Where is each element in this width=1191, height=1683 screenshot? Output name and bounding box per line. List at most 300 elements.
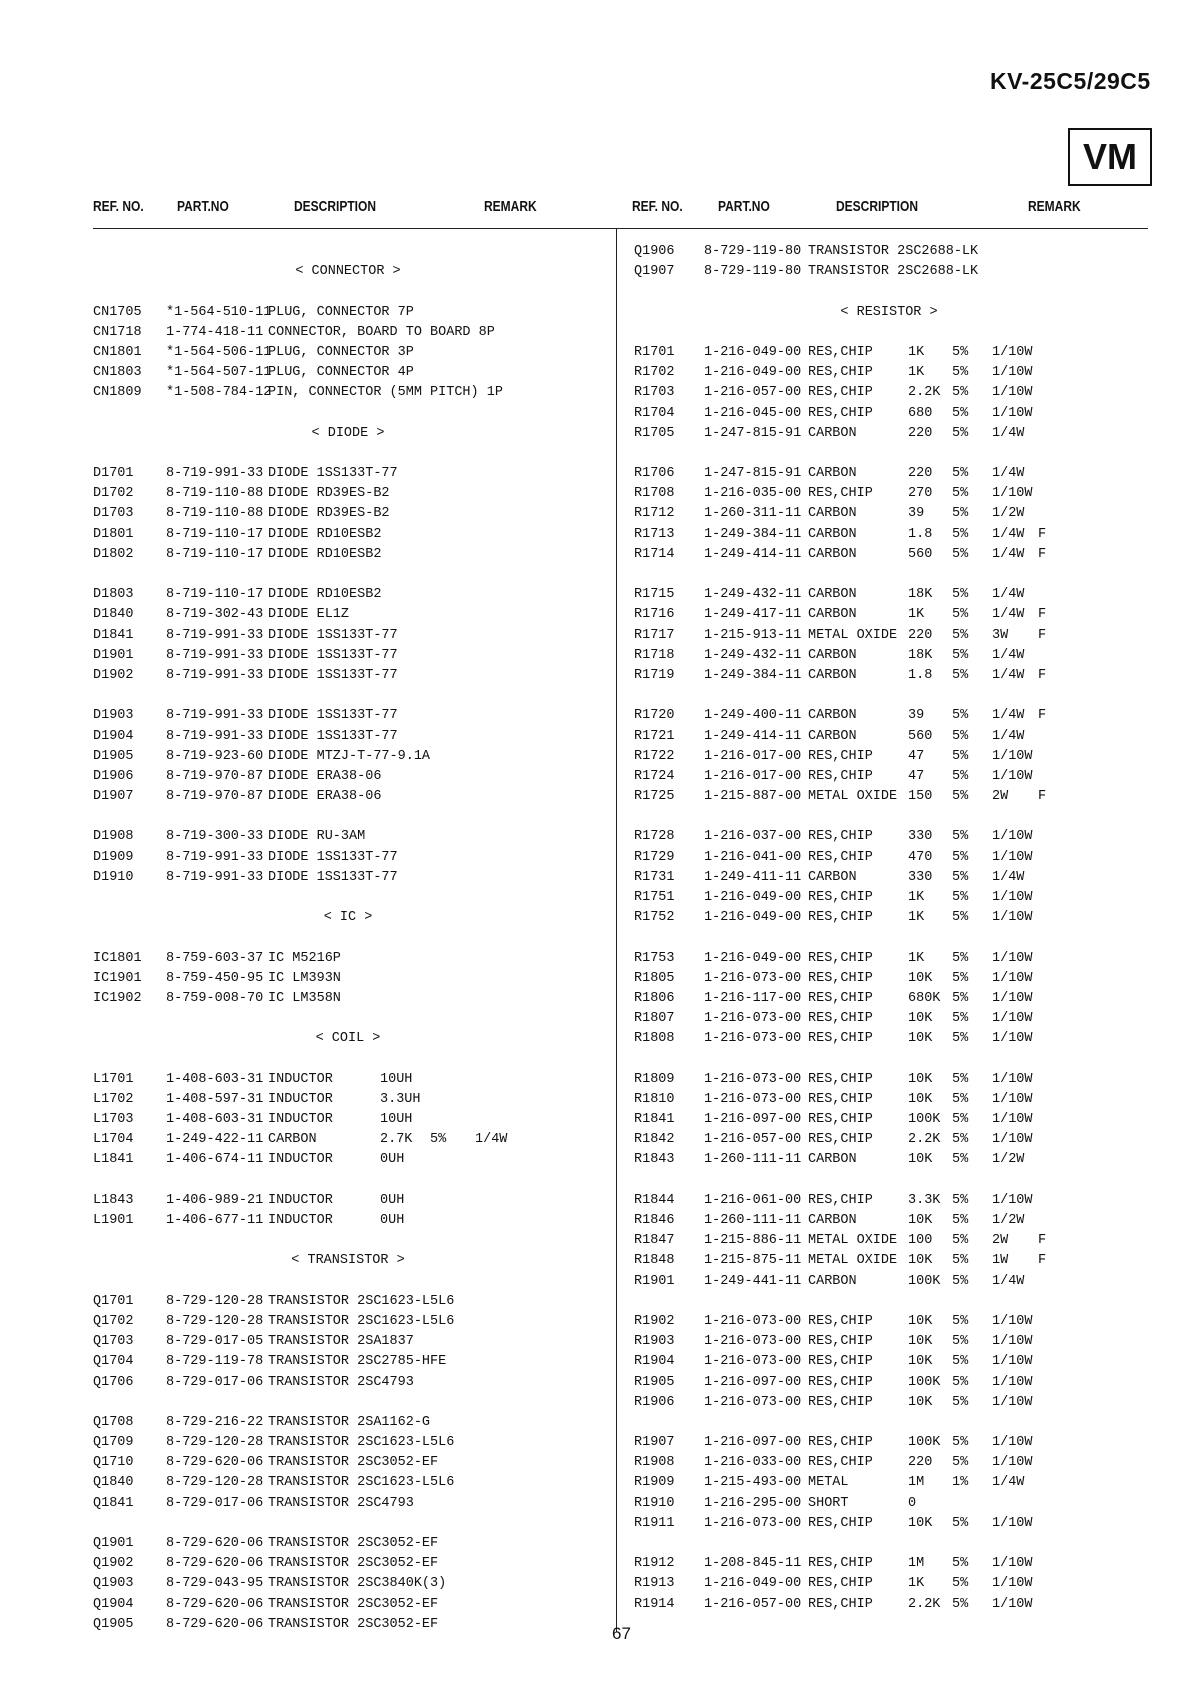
cell-part: 8-729-043-95 (166, 1576, 264, 1592)
cell-ref: D1702 (93, 486, 134, 502)
cell-ref: R1842 (634, 1132, 675, 1148)
table-row (634, 1251, 1144, 1271)
table-row (634, 1453, 1144, 1473)
cell-part: 1-216-073-00 (704, 1515, 802, 1531)
table-row (634, 626, 1144, 646)
cell-part: 8-729-120-28 (166, 1475, 264, 1491)
table-row (93, 585, 603, 605)
cell-val: 10K (908, 1334, 933, 1350)
cell-desc: RES,CHIP (808, 1576, 873, 1592)
header-ref-left: REF. NO. (93, 198, 144, 215)
cell-part: 1-406-674-11 (166, 1152, 264, 1168)
cell-part: 1-216-073-00 (704, 1354, 802, 1370)
cell-ref: D1701 (93, 466, 134, 482)
cell-desc: RES,CHIP (808, 1132, 873, 1148)
cell-val: 150 (908, 789, 933, 805)
cell-tol: 5% (430, 1132, 447, 1148)
cell-part: 1-216-045-00 (704, 405, 802, 421)
cell-desc: CARBON (808, 526, 857, 542)
cell-ref: R1752 (634, 910, 675, 926)
cell-desc: RES,CHIP (808, 1031, 873, 1047)
cell-pow: 1/4W (992, 587, 1025, 603)
cell-pow: 1/10W (992, 1556, 1033, 1572)
cell-desc: METAL (808, 1475, 849, 1491)
spacer (634, 1171, 1144, 1191)
cell-ref: Q1703 (93, 1334, 134, 1350)
cell-pow: 1/10W (992, 1313, 1033, 1329)
cell-val: 100 (908, 1233, 933, 1249)
cell-tol: 5% (952, 1556, 969, 1572)
cell-tol: 5% (952, 1091, 969, 1107)
cell-part: 1-247-815-91 (704, 466, 802, 482)
cell-tol: 5% (952, 385, 969, 401)
table-row (93, 1352, 603, 1372)
cell-desc: RES,CHIP (808, 1374, 873, 1390)
cell-ref: R1704 (634, 405, 675, 421)
spacer (634, 323, 1144, 343)
section-heading: < CONNECTOR > (295, 264, 401, 280)
cell-tol: 5% (952, 607, 969, 623)
cell-ref: R1807 (634, 1011, 675, 1027)
table-row (634, 1312, 1144, 1332)
cell-desc: CARBON (808, 667, 857, 683)
cell-val: 18K (908, 587, 933, 603)
cell-part: 8-719-991-33 (166, 667, 264, 683)
cell-val: 1K (908, 344, 925, 360)
cell-part: 8-719-300-33 (166, 829, 264, 845)
table-row (634, 404, 1144, 424)
cell-desc: RES,CHIP (808, 1596, 873, 1612)
cell-ref: R1703 (634, 385, 675, 401)
cell-tol: 5% (952, 526, 969, 542)
cell-part: 1-216-049-00 (704, 344, 802, 360)
cell-val: 1K (908, 365, 925, 381)
cell-part: 8-729-119-80 (704, 264, 802, 280)
table-row (93, 1090, 603, 1110)
cell-part: 8-719-970-87 (166, 768, 264, 784)
table-row (93, 1534, 603, 1554)
cell-pow: 1/4W (992, 1475, 1025, 1491)
cell-desc: TRANSISTOR 2SA1162-G (268, 1414, 431, 1430)
cell-pow: 1/10W (992, 1011, 1033, 1027)
cell-tol: 5% (952, 647, 969, 663)
spacer (634, 928, 1144, 948)
cell-part: 1-260-111-11 (704, 1152, 802, 1168)
cell-desc: IC M5216P (268, 950, 341, 966)
cell-part: 8-719-991-33 (166, 728, 264, 744)
cell-pow: 1/4W (992, 425, 1025, 441)
cell-pow: 1/4W (992, 1273, 1025, 1289)
cell-desc: RES,CHIP (808, 1334, 873, 1350)
table-row (634, 949, 1144, 969)
cell-tol: 5% (952, 1031, 969, 1047)
cell-part: 1-216-073-00 (704, 1394, 802, 1410)
header-desc-left: DESCRIPTION (294, 198, 377, 215)
cell-part: 8-729-620-06 (166, 1596, 264, 1612)
cell-val: 330 (908, 869, 933, 885)
table-row (634, 1494, 1144, 1514)
cell-val: 560 (908, 728, 933, 744)
cell-val: 10K (908, 1313, 933, 1329)
table-row (634, 605, 1144, 625)
table-row (93, 787, 603, 807)
cell-desc: RES,CHIP (808, 1192, 873, 1208)
cell-desc: DIODE 1SS133T-77 (268, 708, 398, 724)
cell-part: 1-249-411-11 (704, 869, 802, 885)
cell-ref: R1724 (634, 768, 675, 784)
cell-desc: RES,CHIP (808, 1556, 873, 1572)
cell-ref: IC1902 (93, 990, 142, 1006)
cell-val: 100K (908, 1374, 941, 1390)
cell-pow: 1/4W (475, 1132, 508, 1148)
cell-val: 10K (908, 970, 933, 986)
cell-pow: 1/10W (992, 1354, 1033, 1370)
cell-part: 1-216-017-00 (704, 748, 802, 764)
cell-ref: R1809 (634, 1071, 675, 1087)
cell-ref: D1908 (93, 829, 134, 845)
table-row (93, 484, 603, 504)
cell-part: 8-729-620-06 (166, 1455, 264, 1471)
table-row (634, 1110, 1144, 1130)
cell-val: 1M (908, 1556, 925, 1572)
cell-ref: L1701 (93, 1071, 134, 1087)
cell-val: 100K (908, 1435, 941, 1451)
cell-ref: R1728 (634, 829, 675, 845)
cell-tol: 5% (952, 1374, 969, 1390)
cell-desc: DIODE 1SS133T-77 (268, 627, 398, 643)
cell-desc: CARBON (808, 587, 857, 603)
cell-part: 1-216-033-00 (704, 1455, 802, 1471)
spacer (93, 404, 603, 424)
cell-val: 1K (908, 950, 925, 966)
cell-val: 1M (908, 1475, 925, 1491)
table-row (634, 1090, 1144, 1110)
cell-desc: TRANSISTOR 2SC2688-LK (808, 244, 979, 259)
table-row (634, 242, 1144, 262)
table-row (93, 1312, 603, 1332)
cell-tol: 5% (952, 667, 969, 683)
spacer (93, 1171, 603, 1191)
cell-part: 1-249-400-11 (704, 708, 802, 724)
cell-tol: 5% (952, 1112, 969, 1128)
cell-desc: IC LM358N (268, 990, 341, 1006)
cell-ref: R1715 (634, 587, 675, 603)
cell-part: 8-729-120-28 (166, 1435, 264, 1451)
table-row (634, 1574, 1144, 1594)
table-row (93, 1574, 603, 1594)
cell-ref: D1906 (93, 768, 134, 784)
cell-tol: 5% (952, 708, 969, 724)
cell-val: 39 (908, 506, 925, 522)
cell-pow: 1/2W (992, 1213, 1025, 1228)
cell-ref: R1904 (634, 1354, 675, 1370)
cell-part: 1-215-493-00 (704, 1475, 802, 1491)
table-row (93, 1332, 603, 1352)
cell-part: 1-216-057-00 (704, 1596, 802, 1612)
table-row (93, 1191, 603, 1211)
cell-ref: D1840 (93, 607, 134, 623)
cell-part: 1-216-061-00 (704, 1192, 802, 1208)
cell-ref: R1901 (634, 1273, 675, 1289)
cell-part: 1-249-432-11 (704, 587, 802, 603)
table-row (634, 868, 1144, 888)
table-row (93, 706, 603, 726)
cell-part: 1-215-887-00 (704, 789, 802, 805)
cell-pow: 1/10W (992, 405, 1033, 421)
cell-pow: 1/10W (992, 990, 1033, 1006)
cell-desc: CARBON (808, 869, 857, 885)
cell-part: 8-719-110-17 (166, 587, 264, 603)
cell-part: 8-729-017-05 (166, 1334, 264, 1350)
cell-desc: CONNECTOR, BOARD TO BOARD 8P (268, 324, 495, 340)
table-row (93, 1373, 603, 1393)
cell-part: *1-508-784-12 (166, 385, 272, 401)
cell-ref: L1704 (93, 1132, 134, 1148)
spacer (634, 1534, 1144, 1554)
table-row (93, 747, 603, 767)
cell-val: 220 (908, 1455, 933, 1471)
cell-part: 8-729-620-06 (166, 1536, 264, 1551)
cell-desc: DIODE 1SS133T-77 (268, 667, 398, 683)
cell-desc: CARBON (808, 466, 857, 482)
cell-part: 1-216-097-00 (704, 1112, 802, 1128)
header-desc-right: DESCRIPTION (836, 198, 919, 215)
cell-desc: TRANSISTOR 2SC3052-EF (268, 1536, 439, 1551)
spacer (93, 1272, 603, 1292)
cell-tol: 5% (952, 768, 969, 784)
cell-desc: DIODE 1SS133T-77 (268, 869, 398, 885)
cell-part: 1-216-073-00 (704, 1071, 802, 1087)
table-row (93, 383, 603, 403)
cell-desc: RES,CHIP (808, 1071, 873, 1087)
cell-desc: METAL OXIDE (808, 789, 898, 805)
cell-pow: 1/10W (992, 1435, 1033, 1451)
cell-val: 10K (908, 1394, 933, 1410)
cell-pow: 1/10W (992, 1031, 1033, 1047)
cell-pow: 1/10W (992, 486, 1033, 502)
cell-ref: D1801 (93, 526, 134, 542)
table-row (634, 1191, 1144, 1211)
cell-tol: 5% (952, 1071, 969, 1087)
cell-desc: TRANSISTOR 2SC1623-L5L6 (268, 1313, 455, 1329)
cell-val: 10K (908, 1011, 933, 1027)
cell-part: 8-759-008-70 (166, 990, 264, 1006)
cell-desc: CARBON (808, 607, 857, 623)
cell-desc: DIODE RD10ESB2 (268, 587, 382, 603)
cell-tol: 5% (952, 1152, 969, 1168)
header-rule (93, 228, 1148, 229)
cell-part: 8-719-991-33 (166, 627, 264, 643)
cell-desc: INDUCTOR (268, 1071, 333, 1087)
table-row (634, 1332, 1144, 1352)
cell-part: *1-564-507-11 (166, 365, 272, 381)
cell-part: 1-216-041-00 (704, 849, 802, 865)
cell-tol: 5% (952, 890, 969, 905)
cell-ref: L1843 (93, 1192, 134, 1208)
cell-ref: R1902 (634, 1313, 675, 1329)
cell-tol: 5% (952, 587, 969, 603)
cell-part: 1-249-441-11 (704, 1273, 802, 1289)
cell-desc: SHORT (808, 1495, 849, 1511)
cell-ref: CN1809 (93, 385, 142, 401)
cell-ref: R1725 (634, 789, 675, 805)
table-row (93, 848, 603, 868)
cell-part: 1-216-049-00 (704, 365, 802, 381)
cell-part: 1-216-097-00 (704, 1435, 802, 1451)
model-number: KV-25C5/29C5 (990, 68, 1151, 94)
cell-desc: TRANSISTOR 2SC3052-EF (268, 1556, 439, 1572)
cell-part: 1-260-111-11 (704, 1213, 802, 1228)
cell-ref: D1902 (93, 667, 134, 683)
cell-ref: D1903 (93, 708, 134, 724)
header-part-left: PART.NO (177, 198, 229, 215)
cell-val: 2.2K (908, 1596, 941, 1612)
cell-pow: 1/10W (992, 1334, 1033, 1350)
cell-tol: 5% (952, 970, 969, 986)
cell-tol: 5% (952, 910, 969, 926)
cell-pow: 1/4W (992, 647, 1025, 663)
cell-ref: L1703 (93, 1112, 134, 1128)
cell-part: 8-729-119-78 (166, 1354, 264, 1370)
cell-part: 8-719-991-33 (166, 466, 264, 482)
cell-rem: F (1038, 1253, 1047, 1269)
cell-desc: IC LM393N (268, 970, 341, 986)
cell-val: 3.3UH (380, 1091, 421, 1107)
cell-rem: F (1038, 526, 1047, 542)
table-row (93, 949, 603, 969)
cell-desc: TRANSISTOR 2SC3052-EF (268, 1616, 439, 1632)
cell-val: 0 (908, 1495, 917, 1511)
cell-part: 1-249-432-11 (704, 647, 802, 663)
cell-desc: TRANSISTOR 2SA1837 (268, 1334, 414, 1350)
cell-ref: R1914 (634, 1596, 675, 1612)
cell-pow: 1/10W (992, 1071, 1033, 1087)
cell-tol: 5% (952, 1233, 969, 1249)
cell-val: 10K (908, 1152, 933, 1168)
cell-part: 1-408-597-31 (166, 1091, 264, 1107)
cell-desc: CARBON (808, 506, 857, 522)
cell-tol: 5% (952, 425, 969, 441)
table-row (93, 666, 603, 686)
table-row (634, 1130, 1144, 1150)
section-heading: < IC > (323, 910, 373, 926)
cell-pow: 1/10W (992, 829, 1033, 845)
cell-ref: R1753 (634, 950, 675, 966)
cell-ref: D1905 (93, 748, 134, 764)
cell-val: 10K (908, 1213, 933, 1228)
cell-desc: INDUCTOR (268, 1213, 333, 1228)
cell-val: 1K (908, 910, 925, 926)
cell-part: 8-729-120-28 (166, 1293, 264, 1309)
cell-tol: 5% (952, 1576, 969, 1592)
cell-tol: 5% (952, 1273, 969, 1289)
cell-desc: CARBON (808, 708, 857, 724)
cell-part: 8-719-991-33 (166, 647, 264, 663)
cell-ref: Q1710 (93, 1455, 134, 1471)
cell-val: 1K (908, 890, 925, 905)
spacer (634, 444, 1144, 464)
cell-ref: IC1901 (93, 970, 142, 986)
table-row (634, 545, 1144, 565)
cell-tol: 5% (952, 365, 969, 381)
spacer (93, 807, 603, 827)
cell-val: 10K (908, 1071, 933, 1087)
cell-ref: R1848 (634, 1253, 675, 1269)
cell-pow: 1/4W (992, 526, 1025, 542)
cell-ref: R1712 (634, 506, 675, 522)
cell-part: 1-215-875-11 (704, 1253, 802, 1269)
cell-val: 10K (908, 1354, 933, 1370)
cell-ref: R1913 (634, 1576, 675, 1592)
cell-desc: TRANSISTOR 2SC3840K(3) (268, 1576, 447, 1592)
cell-ref: Q1702 (93, 1313, 134, 1329)
cell-ref: Q1905 (93, 1616, 134, 1632)
cell-ref: R1806 (634, 990, 675, 1006)
table-row (634, 1150, 1144, 1170)
cell-ref: CN1803 (93, 365, 142, 381)
cell-desc: DIODE RD10ESB2 (268, 526, 382, 542)
cell-part: 8-759-603-37 (166, 950, 264, 966)
cell-tol: 5% (952, 728, 969, 744)
cell-ref: CN1801 (93, 344, 142, 360)
spacer (93, 888, 603, 908)
table-row (634, 1352, 1144, 1372)
cell-part: 8-729-620-06 (166, 1556, 264, 1572)
parts-list-left (93, 242, 603, 1635)
cell-desc: RES,CHIP (808, 1313, 873, 1329)
table-row (93, 1453, 603, 1473)
cell-pow: 1/10W (992, 910, 1033, 926)
cell-part: 8-729-017-06 (166, 1495, 264, 1511)
cell-tol: 5% (952, 1253, 969, 1269)
cell-desc: CARBON (808, 728, 857, 744)
cell-part: 1-408-603-31 (166, 1071, 264, 1087)
table-row (93, 626, 603, 646)
cell-ref: CN1705 (93, 304, 142, 320)
table-row (93, 525, 603, 545)
header-ref-right: REF. NO. (632, 198, 683, 215)
cell-val: 47 (908, 768, 925, 784)
cell-desc: RES,CHIP (808, 890, 873, 905)
cell-val: 100K (908, 1112, 941, 1128)
cell-ref: Q1901 (93, 1536, 134, 1551)
cell-part: 8-729-216-22 (166, 1414, 264, 1430)
cell-val: 270 (908, 486, 933, 502)
cell-tol: 1% (952, 1475, 969, 1491)
cell-part: 1-406-677-11 (166, 1213, 264, 1228)
cell-val: 560 (908, 546, 933, 562)
cell-val: 39 (908, 708, 925, 724)
table-row (634, 464, 1144, 484)
cell-pow: 1/10W (992, 365, 1033, 381)
cell-val: 680 (908, 405, 933, 421)
cell-part: 1-216-035-00 (704, 486, 802, 502)
table-row (93, 1554, 603, 1574)
section-heading: < RESISTOR > (840, 304, 938, 320)
cell-pow: 1/4W (992, 869, 1025, 885)
table-row (93, 343, 603, 363)
cell-desc: DIODE 1SS133T-77 (268, 466, 398, 482)
cell-ref: R1713 (634, 526, 675, 542)
cell-part: 1-249-414-11 (704, 546, 802, 562)
cell-part: 1-249-422-11 (166, 1132, 264, 1148)
cell-val: 2.2K (908, 385, 941, 401)
spacer (93, 1393, 603, 1413)
cell-ref: R1751 (634, 890, 675, 905)
cell-desc: RES,CHIP (808, 910, 873, 926)
spacer (93, 282, 603, 302)
cell-desc: TRANSISTOR 2SC4793 (268, 1495, 414, 1511)
